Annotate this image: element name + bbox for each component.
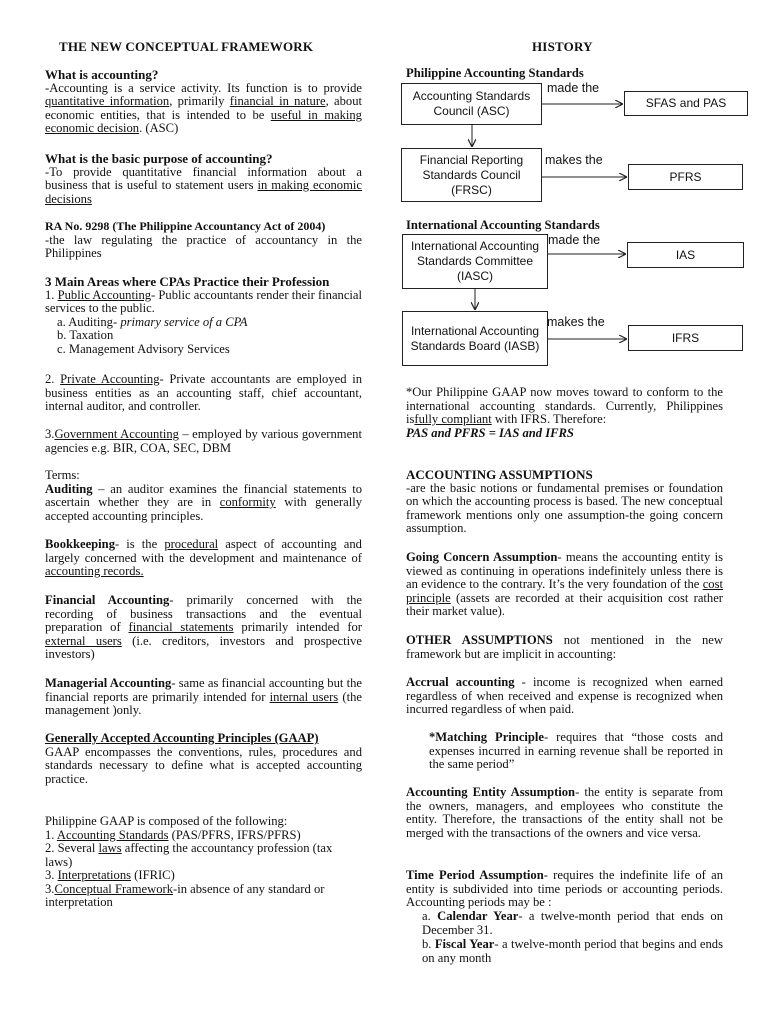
gaap-text: GAAP encompasses the conventions, rules, procedures and standards necessary to define what is accepted accounting practice. [45,744,362,786]
diagram-arrows [406,0,723,380]
purpose-text: -To provide quantitative financial information about a business that is useful to statement users in making economic decisions [45,164,362,206]
sub-item-taxation: b. Taxation [57,328,114,342]
gaap-note: *Our Philippine GAAP now moves toward to conform to the international accounting standards. Currently, Philippines isfully compliant with IFRS. Therefore: [406,385,723,426]
private-accounting-item: 2. Private Accounting- Private accountants are employed in business entities as an accounting staff, chief accountant, internal auditor, and controller. [45,372,363,413]
accounting-entity: Accounting Entity Assumption- the entity is separate from the owners, managers, and employees who constitute the entity. Therefore, the transactions of the entity shall not be merged with the transactions of the owners and vice versa. [406,785,723,840]
sub-item-mas: c. Management Advisory Services [57,341,230,356]
standards-equation: PAS and PFRS = IAS and IFRS [406,426,574,440]
gaap-heading: Generally Accepted Accounting Principles (GAAP) [45,731,319,745]
going-concern: Going Concern Assumption- means the accounting entity is viewed as continuing in operations indefinitely unless there is an evidence to the contrary. It’s the very foundation of the cost principle (assets are recorded at their acquisition cost rather their market value). [406,550,723,618]
ra-section [45,220,362,261]
term-financial-accounting: Financial Accounting- primarily concerned with the recording of business transactions and the eventual preparation of financial statements primarily intended for external users (i.e. creditors, investors and prospective investors) [45,593,362,661]
purpose-section [45,152,362,206]
assumptions-heading: ACCOUNTING ASSUMPTIONS [406,467,593,482]
accrual-accounting: Accrual accounting - income is recognized when earned regardless of when received and expense is recognized when incurred regardless of when paid. [406,675,723,716]
what-is-accounting-section [45,68,362,136]
purpose-heading: What is the basic purpose of accounting? [45,151,273,166]
frsc-box: Financial Reporting Standards Council (FRSC) [401,148,542,202]
terms-section [45,469,362,523]
main-areas-section [45,275,362,356]
terms-label: Terms: [45,468,80,482]
pfrs-box: PFRS [628,164,743,190]
gaap-section [45,732,362,786]
sub-item-auditing: a. Auditing- primary service of a CPA [57,314,248,329]
term-auditing: Auditing – an auditor examines the financial statements to ascertain whether they are in conformity with generally accepted accounting principles. [45,481,362,523]
iasc-box: International Accounting Standards Committee (IASC) [402,234,548,289]
ph-gaap-item: 2. Several laws affecting the accountancy profession (tax laws) [45,841,333,869]
iasb-makes-label: makes the [547,315,605,329]
other-assumptions: OTHER ASSUMPTIONS not mentioned in the new framework but are implicit in accounting: [406,633,723,661]
ph-gaap-item: 3.Conceptual Framework-in absence of any standard or interpretation [45,881,325,909]
calendar-year: a. Calendar Year- a twelve-month period that ends on December 31. [422,909,724,937]
term-bookkeeping: Bookkeeping- is the procedural aspect of accounting and largely concerned with the development and maintenance of accounting records. [45,537,362,578]
ias-box: IAS [627,242,744,268]
public-accounting-item: 1. Public Accounting- Public accountants render their financial services to the public. [45,287,363,315]
assumptions-text: -are the basic notions or fundamental premises or foundation on which the accounting process is based. The new conceptual framework mentions only one assumption-the going concern assumption. [406,480,723,535]
matching-principle: *Matching Principle- requires that “those costs and expenses incurred in earning revenue shall be reported in the same period” [429,730,723,771]
ra-text: -the law regulating the practice of accountancy in the Philippines [45,232,362,260]
ias-heading: International Accounting Standards [406,218,600,232]
ph-gaap-item: 1. Accounting Standards (PAS/PFRS, IFRS/PFRS) [45,827,301,842]
ra-heading: RA No. 9298 (The Philippine Accountancy Act of 2004) [45,219,326,233]
ph-gaap-intro: Philippine GAAP is composed of the following: [45,814,288,828]
main-areas-heading: 3 Main Areas where CPAs Practice their Profession [45,274,330,289]
ph-gaap-item: 3. Interpretations (IFRIC) [45,868,175,882]
iasc-made-label: made the [548,233,601,247]
iasb-box: International Accounting Standards Board (IASB) [402,311,548,366]
assumptions-section [406,468,723,536]
sfas-pas-box: SFAS and PAS [624,91,748,116]
philippine-gaap-list [45,815,362,910]
frsc-makes-label: makes the [545,153,603,167]
history-title: HISTORY [532,39,593,54]
what-is-accounting-heading: What is accounting? [45,67,159,82]
fiscal-year: b. Fiscal Year- a twelve-month period that begins and ends on any month [422,937,723,965]
pas-heading: Philippine Accounting Standards [406,66,584,80]
time-period: Time Period Assumption- requires the indefinite life of an entity is subdivided into time periods or accounting periods. Accounting periods may be : [406,868,723,909]
asc-made-label: made the [547,81,600,95]
what-is-accounting-text: -Accounting is a service activity. Its function is to provide quantitative information, primarily financial in nature, about economic entities, that is intended to be useful in making economic decision. (ASC) [45,80,363,135]
term-managerial-accounting: Managerial Accounting- same as financial accounting but the financial reports are primarily intended for internal users (the management )only. [45,676,363,717]
page-title: THE NEW CONCEPTUAL FRAMEWORK [59,39,314,54]
government-accounting-item: 3.Government Accounting – employed by various government agencies e.g. BIR, COA, SEC, DBM [45,427,362,455]
asc-box: Accounting Standards Council (ASC) [401,83,542,125]
ifrs-box: IFRS [628,325,743,351]
